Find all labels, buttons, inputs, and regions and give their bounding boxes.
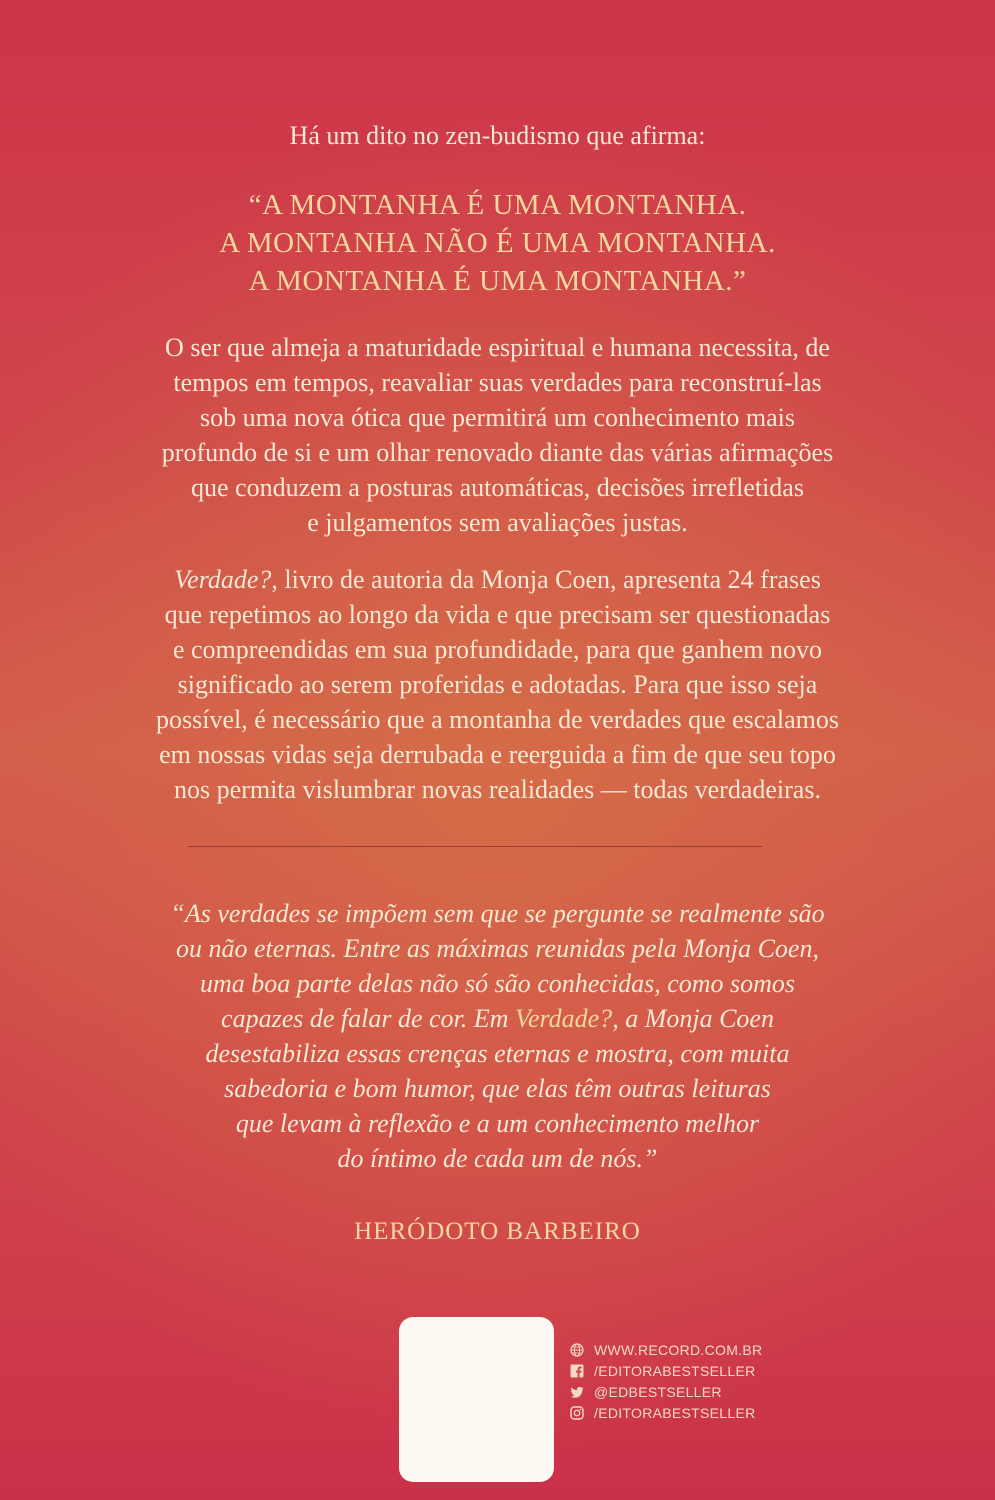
social-link-facebook[interactable]	[570, 1360, 762, 1381]
book-title: Verdade?	[174, 565, 272, 594]
paragraph-line: em nossas vidas seja derrubada e reerguida a fim de que seu topo	[159, 740, 836, 769]
paragraph-line: significado ao serem proferidas e adotadas. Para que isso seja	[177, 670, 818, 699]
review-line: desestabiliza essas crenças eternas e mostra, com muita	[205, 1039, 790, 1068]
review-line: do íntimo de cada um de nós.”	[337, 1144, 658, 1173]
review-author: HERÓDOTO BARBEIRO	[354, 1218, 641, 1245]
paragraph-line: e compreendidas em sua profundidade, para que ganhem novo	[172, 635, 823, 664]
social-link-text: WWW.RECORD.COM.BR	[594, 1341, 763, 1358]
review-line: ou não eternas. Entre as máximas reunidas pela Monja Coen,	[176, 934, 819, 963]
zen-quote-line: A MONTANHA NÃO É UMA MONTANHA.	[219, 227, 776, 259]
review-line: que levam à reflexão e a um conhecimento melhor	[235, 1109, 760, 1138]
paragraph-line: e julgamentos sem avaliações justas.	[307, 508, 688, 537]
barcode-placeholder	[399, 1317, 554, 1482]
social-link-text: @EDBESTSELLER	[594, 1383, 722, 1400]
intro-line: Há um dito no zen-budismo que afirma:	[289, 121, 706, 150]
review-line-end: , a Monja Coen	[612, 1004, 774, 1033]
social-link-website[interactable]	[570, 1339, 762, 1360]
synopsis-paragraph-2	[0, 562, 995, 807]
synopsis-paragraph-1	[0, 330, 995, 540]
paragraph-line: tempos em tempos, reavaliar suas verdades para reconstruí-las	[173, 368, 822, 397]
globe-icon	[570, 1343, 584, 1357]
review-line: “As verdades se impõem sem que se pergunte se realmente são	[170, 899, 825, 928]
facebook-icon	[570, 1364, 584, 1378]
zen-quote	[0, 186, 995, 300]
review-line: sabedoria e bom humor, que elas têm outras leituras	[224, 1074, 771, 1103]
paragraph-line: nos permita vislumbrar novas realidades — todas verdadeiras.	[174, 775, 821, 804]
review-line: uma boa parte delas não só são conhecidas, como somos	[199, 969, 796, 998]
social-link-twitter[interactable]	[570, 1381, 762, 1402]
section-divider	[188, 846, 762, 847]
review-quote	[0, 896, 995, 1176]
social-link-text: /EDITORABESTSELLER	[594, 1362, 756, 1379]
paragraph-line: profundo de si e um olhar renovado diante das várias afirmações	[161, 438, 834, 467]
zen-quote-line: “A MONTANHA É UMA MONTANHA.	[248, 189, 747, 221]
zen-quote-line: A MONTANHA É UMA MONTANHA.”	[248, 265, 747, 297]
twitter-icon	[570, 1385, 584, 1399]
paragraph-line	[0, 562, 995, 597]
social-link-instagram[interactable]	[570, 1402, 762, 1423]
review-line-start: capazes de falar de cor. Em	[221, 1004, 515, 1033]
review-line	[0, 1001, 995, 1036]
book-title: Verdade?	[514, 1004, 613, 1033]
social-links	[570, 1339, 762, 1423]
paragraph-line: possível, é necessário que a montanha de verdades que escalamos	[156, 705, 839, 734]
paragraph-line: que conduzem a posturas automáticas, decisões irrefletidas	[191, 473, 804, 502]
paragraph-line: O ser que almeja a maturidade espiritual e humana necessita, de	[165, 333, 830, 362]
paragraph-line: que repetimos ao longo da vida e que precisam ser questionadas	[164, 600, 831, 629]
paragraph-line-rest: , livro de autoria da Monja Coen, apresenta 24 frases	[271, 565, 821, 594]
paragraph-line: sob uma nova ótica que permitirá um conhecimento mais	[200, 403, 795, 432]
instagram-icon	[570, 1406, 584, 1420]
social-link-text: /EDITORABESTSELLER	[594, 1404, 756, 1421]
